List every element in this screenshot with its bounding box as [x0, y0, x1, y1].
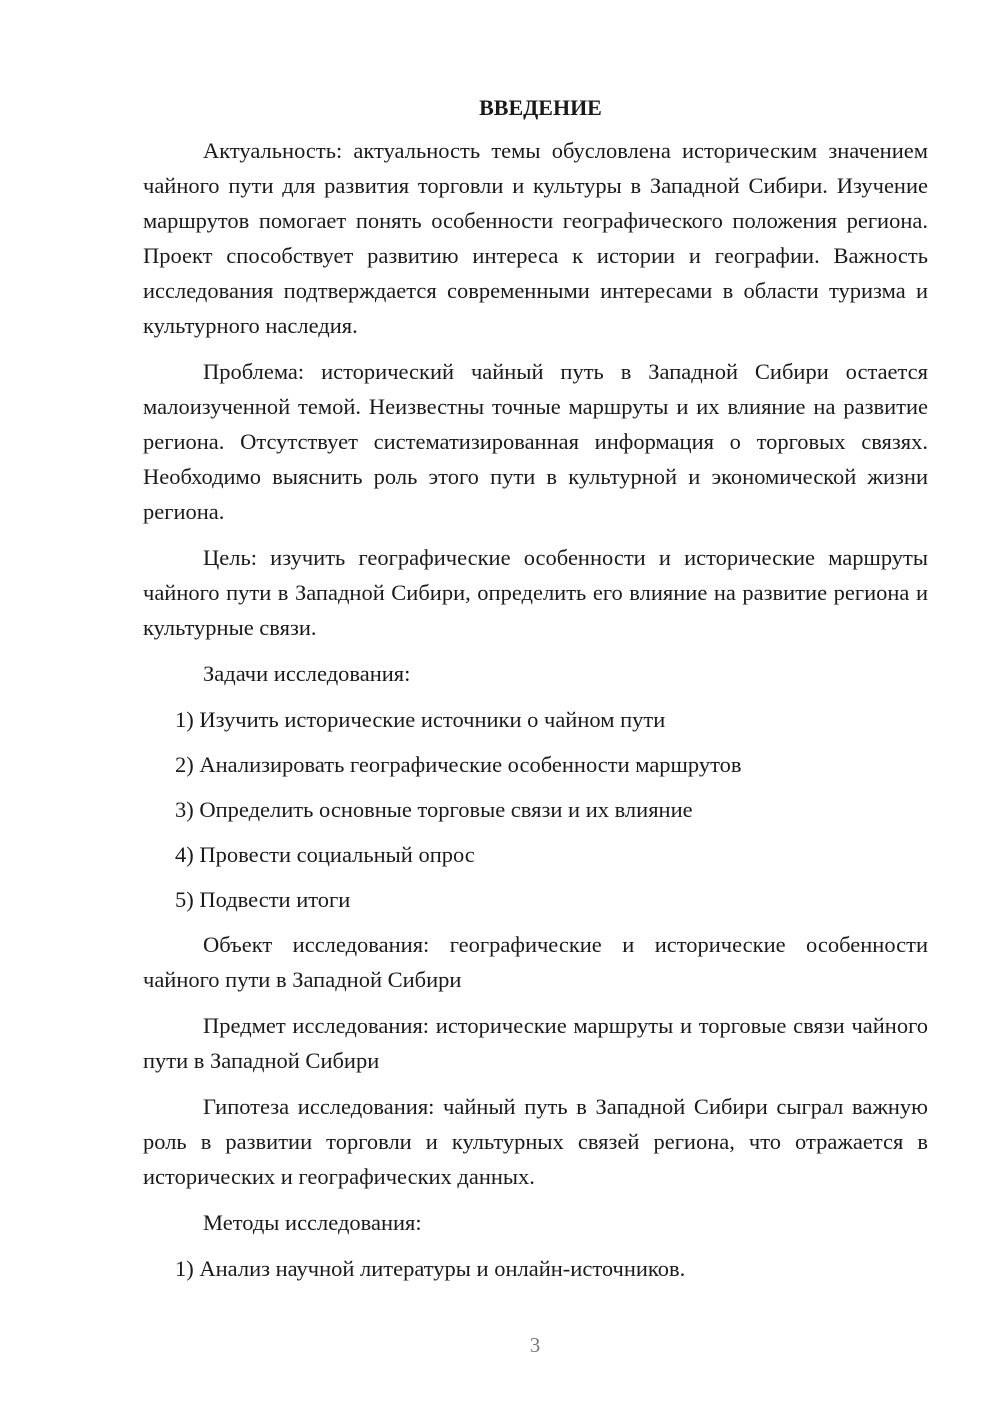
paragraph-object: Объект исследования: географические и исторические особенности чайного пути в Западной Сибири [143, 932, 928, 992]
list-item: 3) Определить основные торговые связи и их влияние [175, 797, 693, 822]
page-number: 3 [529, 1333, 541, 1357]
tasks-list [143, 702, 928, 917]
list-item: 1) Изучить исторические источники о чайном пути [175, 707, 666, 732]
paragraph-goal: Цель: изучить географические особенности и исторические маршруты чайного пути в Западной Сибири, определить его влияние на развитие региона и культурные связи. [143, 545, 928, 640]
methods-title: Методы исследования: [203, 1210, 422, 1235]
list-item: 4) Провести социальный опрос [175, 842, 475, 867]
list-item: 5) Подвести итоги [175, 887, 351, 912]
paragraph-subject: Предмет исследования: исторические маршруты и торговые связи чайного пути в Западной Сибири [143, 1013, 928, 1073]
tasks-title: Задачи исследования: [203, 661, 411, 686]
document-page [143, 90, 928, 1296]
page-title: ВВЕДЕНИЕ [479, 95, 602, 120]
methods-list [143, 1251, 928, 1286]
list-item: 1) Анализ научной литературы и онлайн-источников. [175, 1256, 686, 1281]
paragraph-relevance: Актуальность: актуальность темы обусловлена историческим значением чайного пути для развития торговли и культуры в Западной Сибири. Изучение маршрутов помогает понять особенности географического положения региона. Проект способствует развитию интереса к истории и географии. Важность исследования подтверждается современными интересами в области туризма и культурного наследия. [143, 138, 928, 338]
paragraph-hypothesis: Гипотеза исследования: чайный путь в Западной Сибири сыграл важную роль в развитии торговли и культурных связей региона, что отражается в исторических и географических данных. [143, 1094, 928, 1189]
paragraph-problem: Проблема: исторический чайный путь в Западной Сибири остается малоизученной темой. Неизвестны точные маршруты и их влияние на развитие региона. Отсутствует систематизированная информация о торговых связях. Необходимо выяснить роль этого пути в культурной и экономической жизни региона. [143, 359, 928, 524]
list-item: 2) Анализировать географические особенности маршрутов [175, 752, 742, 777]
